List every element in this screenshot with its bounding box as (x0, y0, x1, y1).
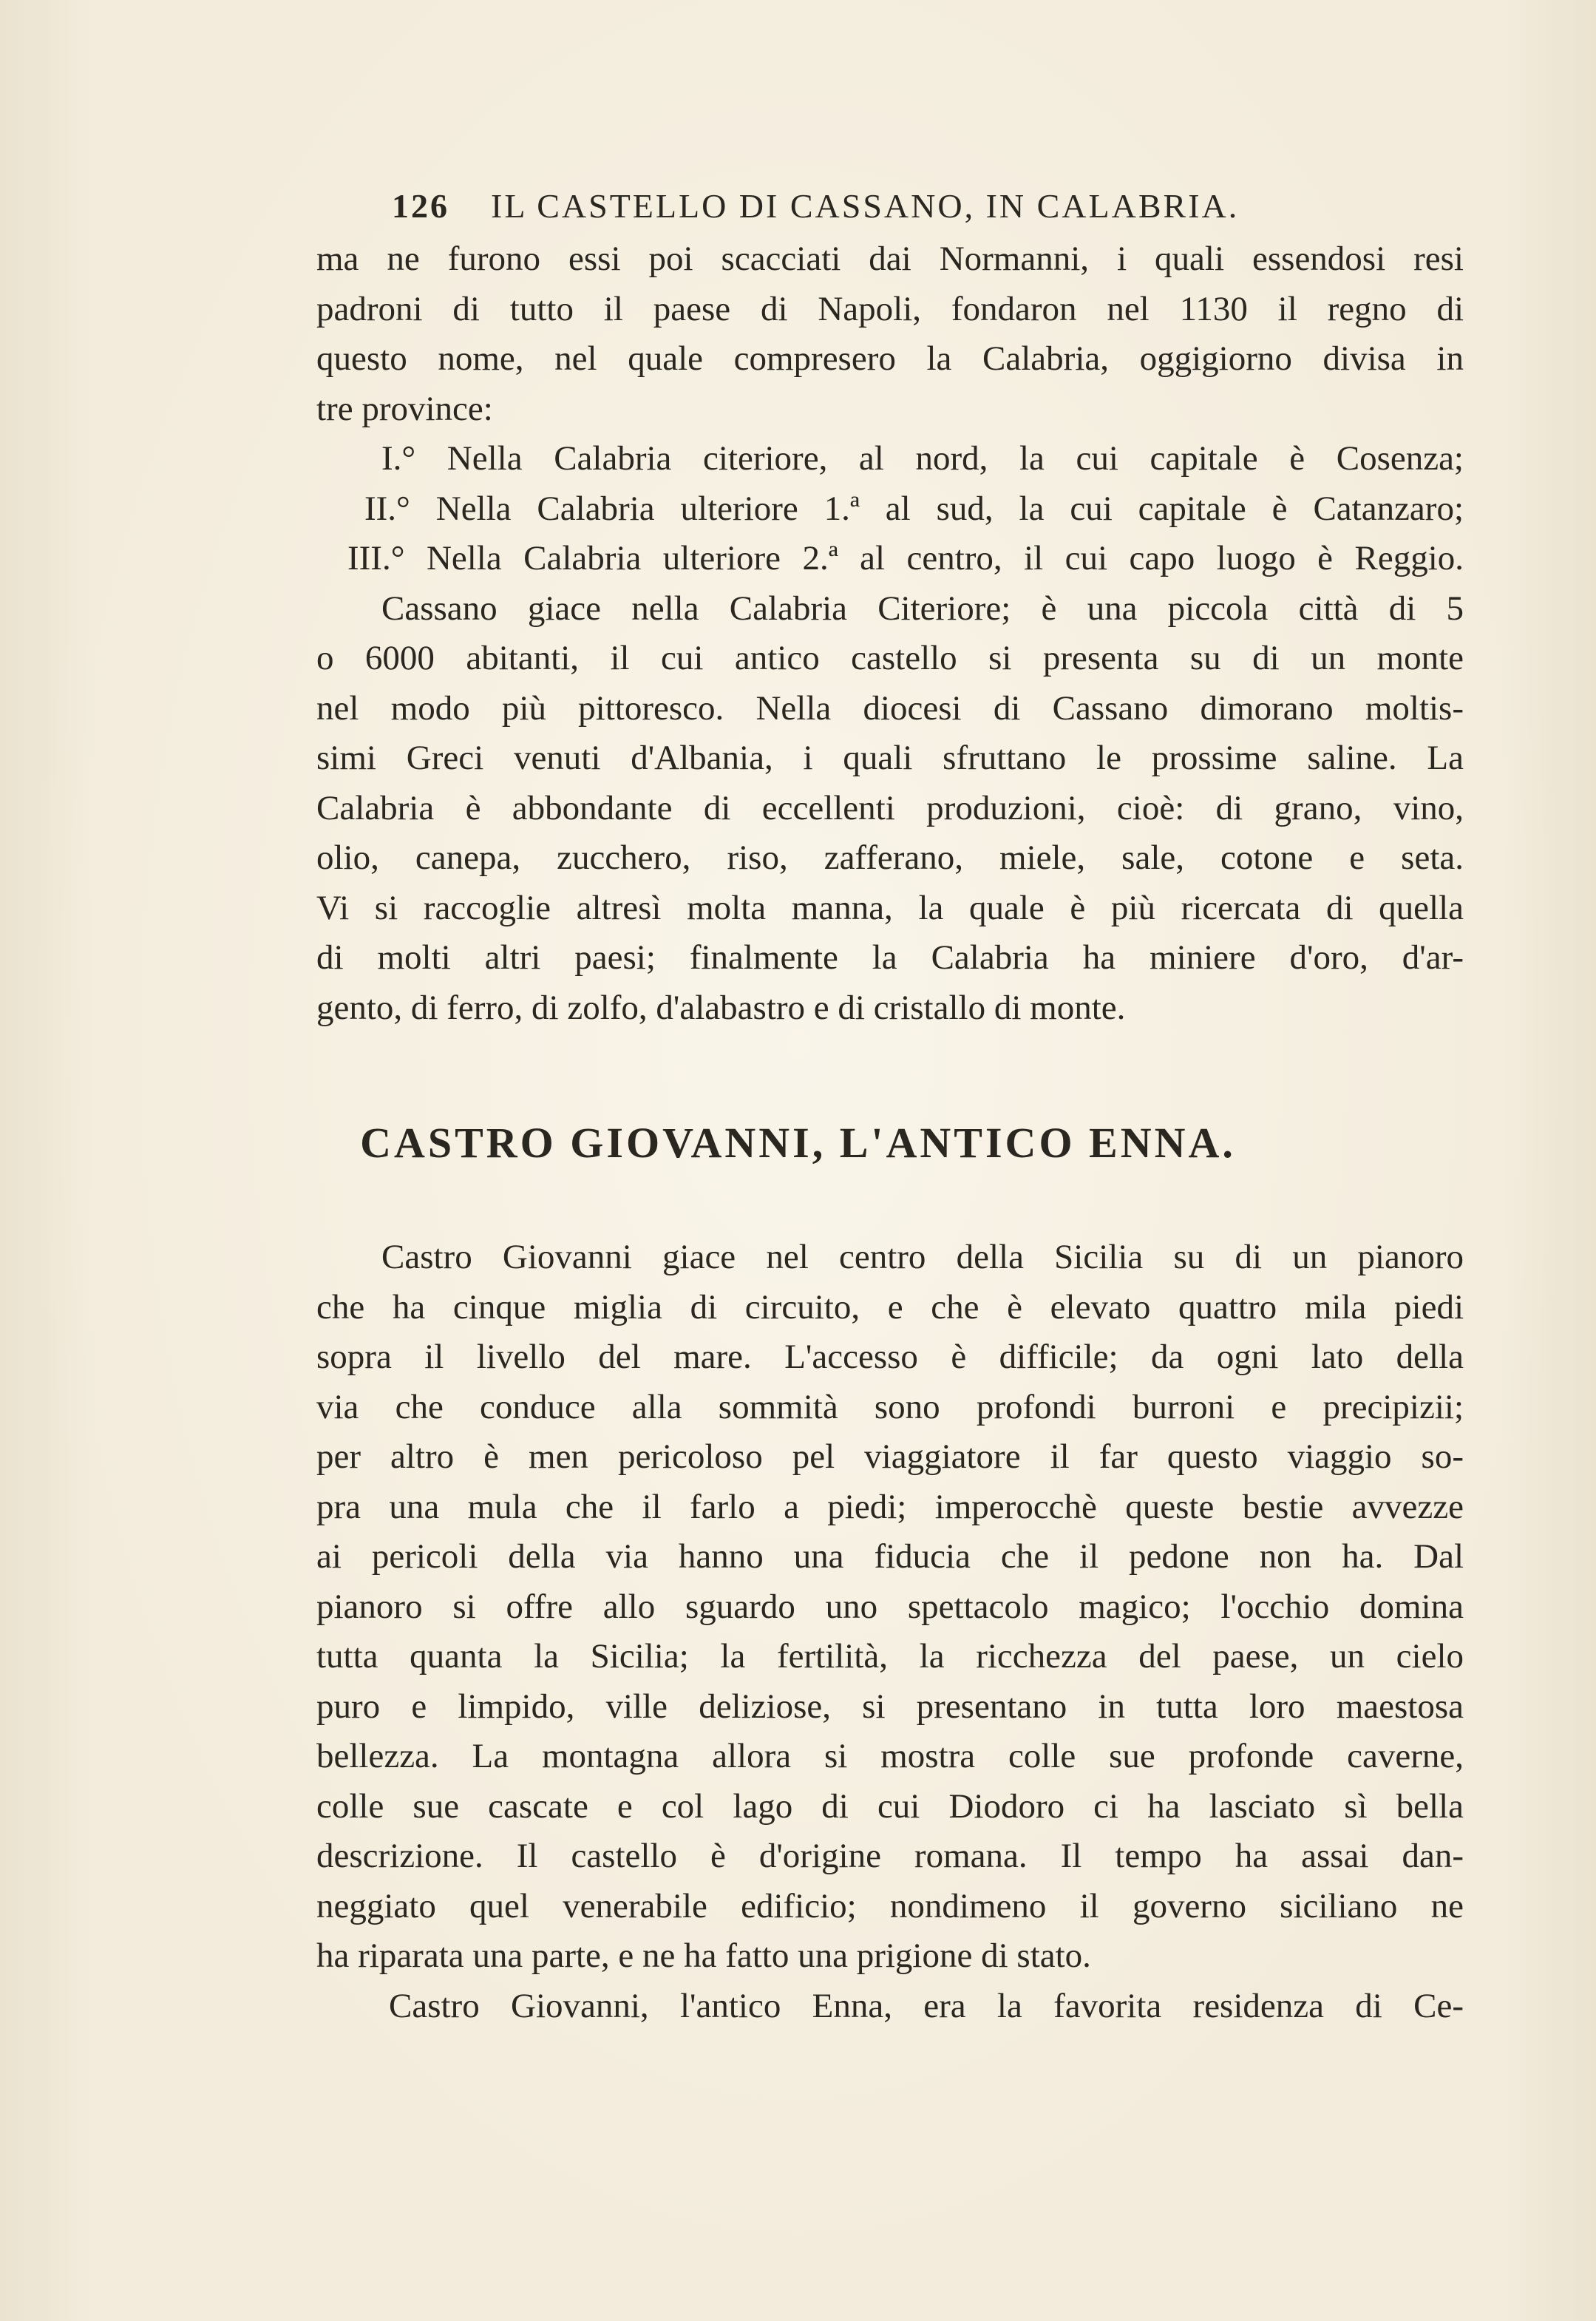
text-line: Calabria è abbondante di eccellenti produzioni, cioè: di grano, vino, (316, 788, 1464, 827)
province-item: III.° Nella Calabria ulteriore 2.ª al centro, il cui capo luogo è Reggio. (347, 539, 1464, 577)
text-line: ha riparata una parte, e ne ha fatto una prigione di stato. (316, 1937, 1091, 1975)
text-line: questo nome, nel quale compresero la Calabria, oggigiorno divisa in (316, 339, 1464, 378)
text-line: via che conduce alla sommità sono profondi burroni e precipizii; (316, 1387, 1464, 1426)
running-title: IL CASTELLO DI CASSANO, IN CALABRIA. (491, 187, 1240, 225)
text-line: puro e limpido, ville deliziose, si presentano in tutta loro maestosa (316, 1687, 1464, 1726)
text-line: o 6000 abitanti, il cui antico castello si presenta su di un monte (316, 639, 1464, 677)
text-line: pianoro si offre allo sguardo uno spettacolo magico; l'occhio domina (316, 1587, 1464, 1626)
province-item: II.° Nella Calabria ulteriore 1.ª al sud, la cui capitale è Catanzaro; (364, 489, 1464, 528)
text-line: pra una mula che il farlo a piedi; imperocchè queste bestie avvezze (316, 1487, 1464, 1526)
text-line: padroni di tutto il paese di Napoli, fondaron nel 1130 il regno di (316, 289, 1464, 328)
text-line: bellezza. La montagna allora si mostra colle sue profonde caverne, (316, 1737, 1464, 1775)
text-line: nel modo più pittoresco. Nella diocesi di Cassano dimorano moltis- (316, 688, 1464, 728)
province-item: I.° Nella Calabria citeriore, al nord, la cui capitale è Cosenza; (381, 439, 1464, 478)
calabria-text-block (316, 234, 1464, 1033)
text-line: simi Greci venuti d'Albania, i quali sfruttano le prossime saline. La (316, 739, 1464, 777)
text-line: sopra il livello del mare. L'accesso è difficile; da ogni lato della (316, 1338, 1464, 1376)
text-line: ma ne furono essi poi scacciati dai Normanni, i quali essendosi resi (316, 240, 1464, 278)
text-line: Castro Giovanni, l'antico Enna, era la favorita residenza di Ce- (389, 1986, 1464, 2025)
text-line: di molti altri paesi; finalmente la Calabria ha miniere d'oro, d'ar- (316, 938, 1464, 977)
text-line: Vi si raccoglie altresì molta manna, la quale è più ricercata di quella (316, 888, 1464, 927)
enna-text-block (316, 1233, 1464, 2031)
text-line: neggiato quel venerabile edificio; nondimeno il governo siciliano ne (316, 1886, 1464, 1925)
running-header (392, 186, 1249, 226)
text-line: che ha cinque miglia di circuito, e che è elevato quattro mila piedi (316, 1287, 1464, 1326)
text-line: Cassano giace nella Calabria Citeriore; è una piccola città di 5 (381, 589, 1464, 628)
text-line: colle sue cascate e col lago di cui Diodoro ci ha lasciato sì bella (316, 1786, 1464, 1826)
text-line: Castro Giovanni giace nel centro della Sicilia su di un pianoro (381, 1238, 1464, 1276)
page-number: 126 (392, 187, 449, 225)
text-line: descrizione. Il castello è d'origine romana. Il tempo ha assai dan- (316, 1837, 1464, 1875)
text-line: olio, canepa, zucchero, riso, zafferano, miele, sale, cotone e seta. (316, 838, 1464, 877)
text-line: ai pericoli della via hanno una fiducia che il pedone non ha. Dal (316, 1537, 1464, 1576)
text-line: tutta quanta la Sicilia; la fertilità, la ricchezza del paese, un cielo (316, 1637, 1464, 1675)
section-heading: CASTRO GIOVANNI, L'ANTICO ENNA. (360, 1119, 1236, 1167)
text-line: per altro è men pericoloso pel viaggiatore il far questo viaggio so- (316, 1437, 1464, 1476)
text-line: tre province: (316, 389, 493, 428)
text-line: gento, di ferro, di zolfo, d'alabastro e di cristallo di monte. (316, 988, 1126, 1027)
